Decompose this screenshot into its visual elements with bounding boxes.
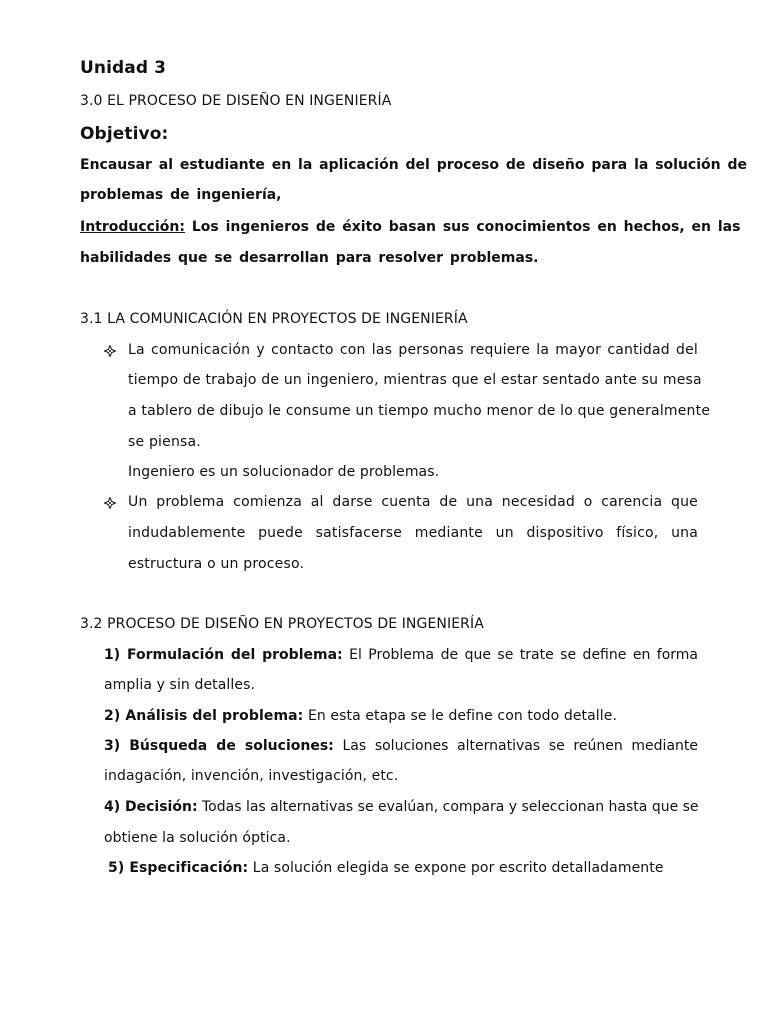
bullet-2-line-3: estructura o un proceso. bbox=[128, 556, 305, 572]
step-5-line-1 bbox=[108, 860, 664, 876]
step-4-line-2: obtiene la solución óptica. bbox=[104, 830, 291, 846]
step-1-text: El Problema de que se trate se define en forma bbox=[342, 647, 699, 663]
step-5-text: La solución elegida se expone por escrito detalladamente bbox=[248, 860, 664, 876]
step-2-label: 2) Análisis del problema: bbox=[104, 708, 304, 724]
bullet-1-line-1: La comunicación y contacto con las personas requiere la mayor cantidad del bbox=[128, 342, 698, 358]
intro-line-2: habilidades que se desarrollan para resolver problemas. bbox=[80, 250, 539, 266]
step-2-line-1 bbox=[104, 708, 617, 724]
diamond-bullet-icon bbox=[104, 497, 116, 509]
step-1-line-2: amplia y sin detalles. bbox=[104, 677, 256, 693]
step-3-label: 3) Búsqueda de soluciones: bbox=[104, 738, 334, 754]
step-4-label: 4) Decisión: bbox=[104, 799, 198, 815]
intro-text-1: Los ingenieros de éxito basan sus conocimientos en hechos, en las bbox=[184, 219, 741, 235]
step-1-label: 1) Formulación del problema: bbox=[104, 647, 343, 663]
step-5-label: 5) Especificación: bbox=[108, 860, 249, 876]
section-3-1-heading: 3.1 LA COMUNICACIÓN EN PROYECTOS DE INGENIERÍA bbox=[80, 311, 468, 327]
step-1-line-1 bbox=[104, 647, 698, 663]
unit-title: Unidad 3 bbox=[80, 58, 167, 78]
section-3-0-heading: 3.0 EL PROCESO DE DISEÑO EN INGENIERÍA bbox=[80, 93, 392, 109]
diamond-bullet-icon bbox=[104, 345, 116, 357]
intro-line-1 bbox=[80, 219, 741, 235]
step-3-text: Las soluciones alternativas se reúnen mediante bbox=[333, 738, 698, 754]
bullet-2-line-1: Un problema comienza al darse cuenta de una necesidad o carencia que bbox=[128, 494, 698, 510]
section-3-2-heading: 3.2 PROCESO DE DISEÑO EN PROYECTOS DE INGENIERÍA bbox=[80, 616, 484, 632]
objective-line-2: problemas de ingeniería, bbox=[80, 187, 282, 203]
bullet-2-line-2: indudablemente puede satisfacerse mediante un dispositivo físico, una bbox=[128, 525, 698, 541]
bullet-1-line-3: a tablero de dibujo le consume un tiempo mucho menor de lo que generalmente bbox=[128, 403, 711, 419]
step-2-text: En esta etapa se le define con todo detalle. bbox=[303, 708, 618, 724]
bullet-1-line-4: se piensa. bbox=[128, 434, 201, 450]
engineer-definition: Ingeniero es un solucionador de problemas. bbox=[128, 464, 440, 480]
step-4-line-1 bbox=[104, 799, 698, 815]
step-4-text: Todas las alternativas se evalúan, compara y seleccionan hasta que se bbox=[197, 799, 699, 815]
bullet-1-line-2: tiempo de trabajo de un ingeniero, mientras que el estar sentado ante su mesa bbox=[128, 372, 702, 388]
intro-label: Introducción: bbox=[80, 219, 185, 235]
step-3-line-2: indagación, invención, investigación, etc. bbox=[104, 768, 399, 784]
objective-line-1: Encausar al estudiante en la aplicación del proceso de diseño para la solución de bbox=[80, 157, 747, 173]
step-3-line-1 bbox=[104, 738, 698, 754]
objective-heading: Objetivo: bbox=[80, 124, 169, 144]
